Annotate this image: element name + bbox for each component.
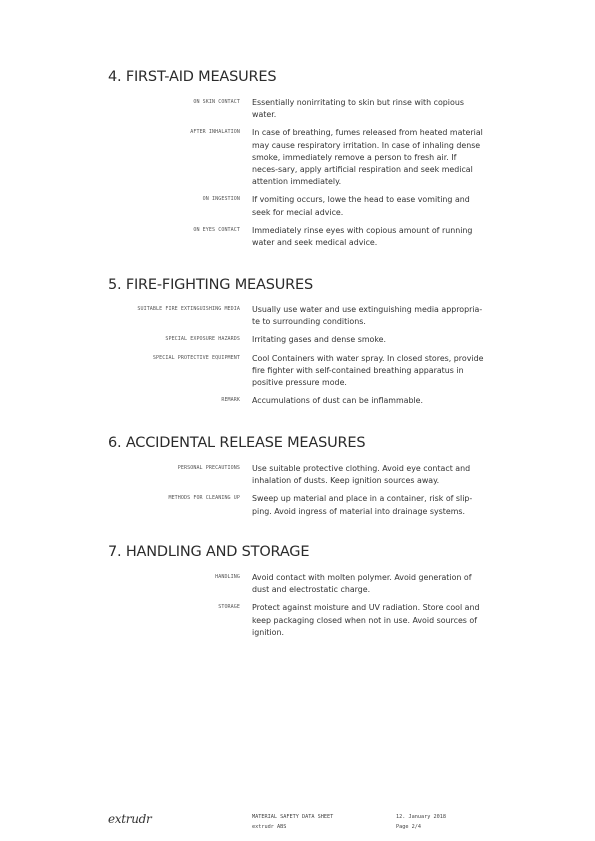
- row-text: Avoid contact with molten polymer. Avoid generation of dust and electrostatic charge.: [252, 573, 472, 595]
- row-label: METHODS FOR CLEANING UP: [168, 495, 240, 502]
- section-title: 5. FIRE-FIGHTING MEASURES: [108, 277, 313, 293]
- row-text: Essentially nonirritating to skin but rinse with copious water.: [252, 98, 464, 120]
- row-label: ON SKIN CONTACT: [193, 99, 240, 105]
- row-label: PERSONAL PRECAUTIONS: [177, 465, 240, 471]
- row-text: In case of breathing, fumes released from heated material may cause respiratory irritation. In case of inhaling dense smoke, immediately remove a person to fresh air. If neces-sary, apply artificial respiration and seek medical attention immediately.: [252, 128, 483, 187]
- section-title: 7. HANDLING AND STORAGE: [108, 544, 310, 560]
- section-title: 4. FIRST-AID MEASURES: [108, 69, 277, 85]
- row-label: SPECIAL EXPOSURE HAZARDS: [165, 336, 240, 343]
- row-label: ON EYES CONTACT: [193, 226, 240, 233]
- row-text: Usually use water and use extinguishing media appropria-te to surrounding conditions.: [252, 305, 483, 327]
- brand-logo: extrudr: [108, 812, 152, 826]
- list-item: [0, 353, 595, 390]
- list-item: [0, 395, 595, 407]
- list-item: [0, 334, 595, 346]
- row-label: REMARK: [221, 397, 240, 404]
- section-title: 6. ACCIDENTAL RELEASE MEASURES: [108, 435, 366, 451]
- row-text: Use suitable protective clothing. Avoid eye contact and inhalation of dusts. Keep ignition sources away.: [252, 464, 471, 486]
- row-text: Immediately rinse eyes with copious amount of running water and seek medical advice.: [252, 225, 473, 248]
- footer-product: extrudr ABS: [252, 824, 287, 830]
- list-item: [0, 194, 595, 218]
- footer-page-number: Page 2/4: [396, 824, 421, 830]
- list-item: [0, 225, 595, 249]
- row-label: ON INGESTION: [202, 196, 240, 203]
- list-item: [0, 602, 595, 639]
- footer-document-info: [252, 812, 333, 832]
- row-text: Cool Containers with water spray. In closed stores, provide fire fighter with self-contained breathing apparatus in positive pressure mode.: [252, 353, 484, 388]
- footer-date-page: [396, 812, 446, 832]
- row-text: Protect against moisture and UV radiation. Store cool and keep packaging closed when not in use. Avoid sources of ignition.: [252, 603, 480, 637]
- list-item: [0, 463, 595, 487]
- footer-date: 12. January 2018: [396, 814, 446, 820]
- row-text: If vomiting occurs, lowe the head to ease vomiting and seek for mecial advice.: [252, 195, 470, 217]
- row-label: AFTER INHALATION: [190, 129, 240, 136]
- row-text: Irritating gases and dense smoke.: [252, 335, 386, 345]
- footer-doc-type: MATERIAL SAFETY DATA SHEET: [252, 814, 334, 820]
- list-item: [0, 127, 595, 188]
- row-text: Sweep up material and place in a container, risk of slip-ping. Avoid ingress of material into drainage systems.: [252, 494, 473, 516]
- row-label: SUITABLE FIRE EXTINGUISHING MEDIA: [137, 306, 240, 312]
- list-item: [0, 493, 595, 517]
- list-item: [0, 572, 595, 596]
- list-item: [0, 304, 595, 328]
- row-label: HANDLING: [215, 574, 240, 580]
- row-label: SPECIAL PROTECTIVE EQUIPMENT: [152, 354, 240, 361]
- row-label: STORAGE: [218, 604, 240, 611]
- list-item: [0, 97, 595, 121]
- row-text: Accumulations of dust can be inflammable.: [252, 396, 424, 406]
